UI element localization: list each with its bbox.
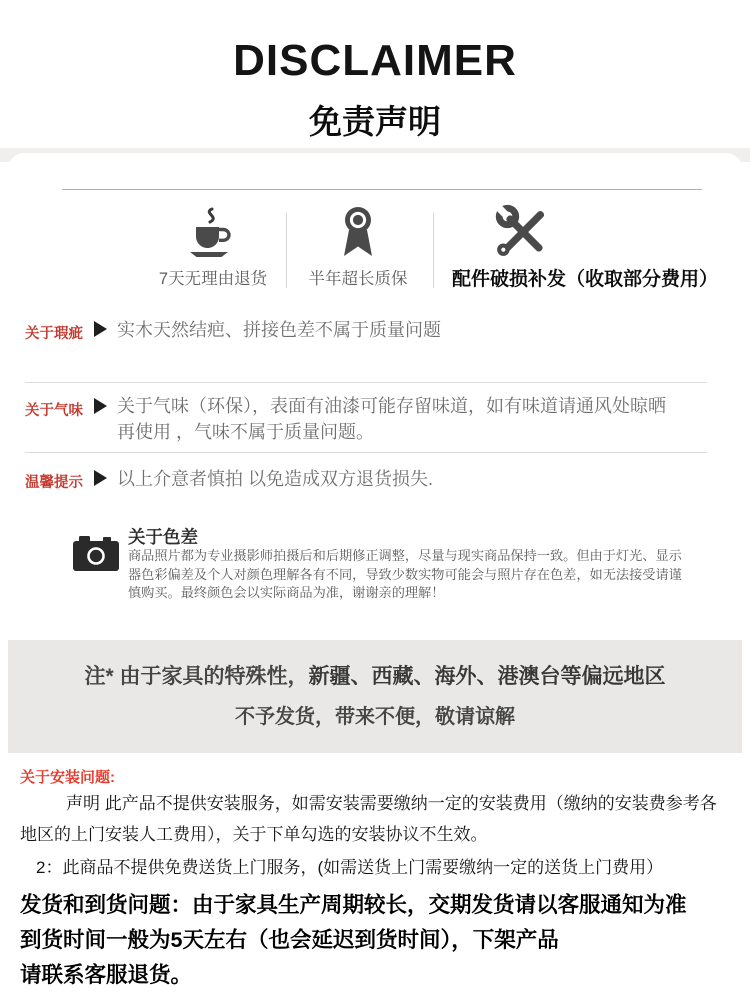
region-notice-line1: [0, 660, 750, 690]
section-divider: [25, 382, 707, 383]
triangle-bullet-icon: [94, 470, 107, 486]
color-note-line3: 慎购买。最终颜色会以实际商品为准，谢谢亲的理解！: [128, 585, 445, 601]
region-notice-prefix: 注* 由于家具的特殊性，: [84, 665, 309, 688]
medal-icon: [336, 204, 380, 264]
service-label-returns: 7天无理由退货: [158, 270, 268, 288]
note-tag-odor: 关于气味: [25, 403, 83, 419]
delivery-line1: 发货和到货问题：由于家具生产周期较长，交期发货请以客服通知为准: [20, 893, 687, 917]
region-notice-box: [8, 640, 742, 753]
color-note-heading: 关于色差: [128, 527, 198, 547]
service-label-parts: 配件破损补发（收取部分费用）: [451, 269, 718, 290]
color-note-line2: 器色彩偏差及个人对颜色理解各有不同，导致少数实物可能会与照片存在色差，如无法接受请谨: [128, 566, 682, 582]
note-text-reminder: 以上介意者慎拍 以免造成双方退货损失.: [117, 469, 434, 489]
header-divider: [62, 189, 702, 190]
service-divider: [286, 213, 287, 288]
delivery-terms: [20, 888, 687, 993]
coffee-cup-icon: [184, 206, 236, 264]
triangle-bullet-icon: [94, 321, 107, 337]
note-tag-flaws: 关于瑕疵: [25, 326, 83, 342]
note-tag-reminder: 温馨提示: [25, 475, 83, 491]
color-note-body: [128, 547, 682, 603]
region-notice-line2: 不予发货，带来不便，敬请谅解: [235, 706, 515, 728]
note-text-odor-line2: 再使用 ，气味不属于质量问题。: [117, 422, 374, 442]
service-divider: [433, 213, 434, 288]
note-text-odor-line1: 关于气味（环保），表面有油漆可能存留味道，如有味道请通风处晾晒: [117, 396, 666, 416]
install-paragraph-1: 声明 此产品不提供安装服务，如需安装需要缴纳一定的安装费用（缴纳的安装费参考各地区的上门安装人工费用），关于下单勾选的安装协议不生效。: [20, 794, 717, 844]
color-note-line1: 商品照片都为专业摄影师拍摄后和后期修正调整，尽量与现实商品保持一致。但由于灯光、显示: [128, 548, 682, 563]
note-text-flaws: 实木天然结疤、拼接色差不属于质量问题: [117, 320, 441, 340]
install-paragraph-2: 2：此商品不提供免费送货上门服务，(如需送货上门需要缴纳一定的送货上门费用）: [36, 858, 664, 877]
delivery-line2: 到货时间一般为5天左右（也会延迟到货时间），下架产品: [20, 928, 559, 952]
triangle-bullet-icon: [94, 398, 107, 414]
page-title-zh: 免责声明: [309, 103, 441, 140]
install-section-tag: 关于安装问题:: [20, 769, 115, 786]
region-notice-regions: 新疆、西藏、海外、港澳台等偏远地区: [308, 665, 666, 688]
delivery-line3: 请联系客服退货。: [20, 963, 193, 987]
camera-icon: [72, 533, 120, 578]
service-label-warranty: 半年超长质保: [308, 270, 408, 288]
note-text-odor: [117, 393, 666, 445]
repair-tools-icon: [494, 204, 550, 258]
page-title-en: DISCLAIMER: [233, 36, 517, 85]
section-divider: [25, 452, 707, 453]
